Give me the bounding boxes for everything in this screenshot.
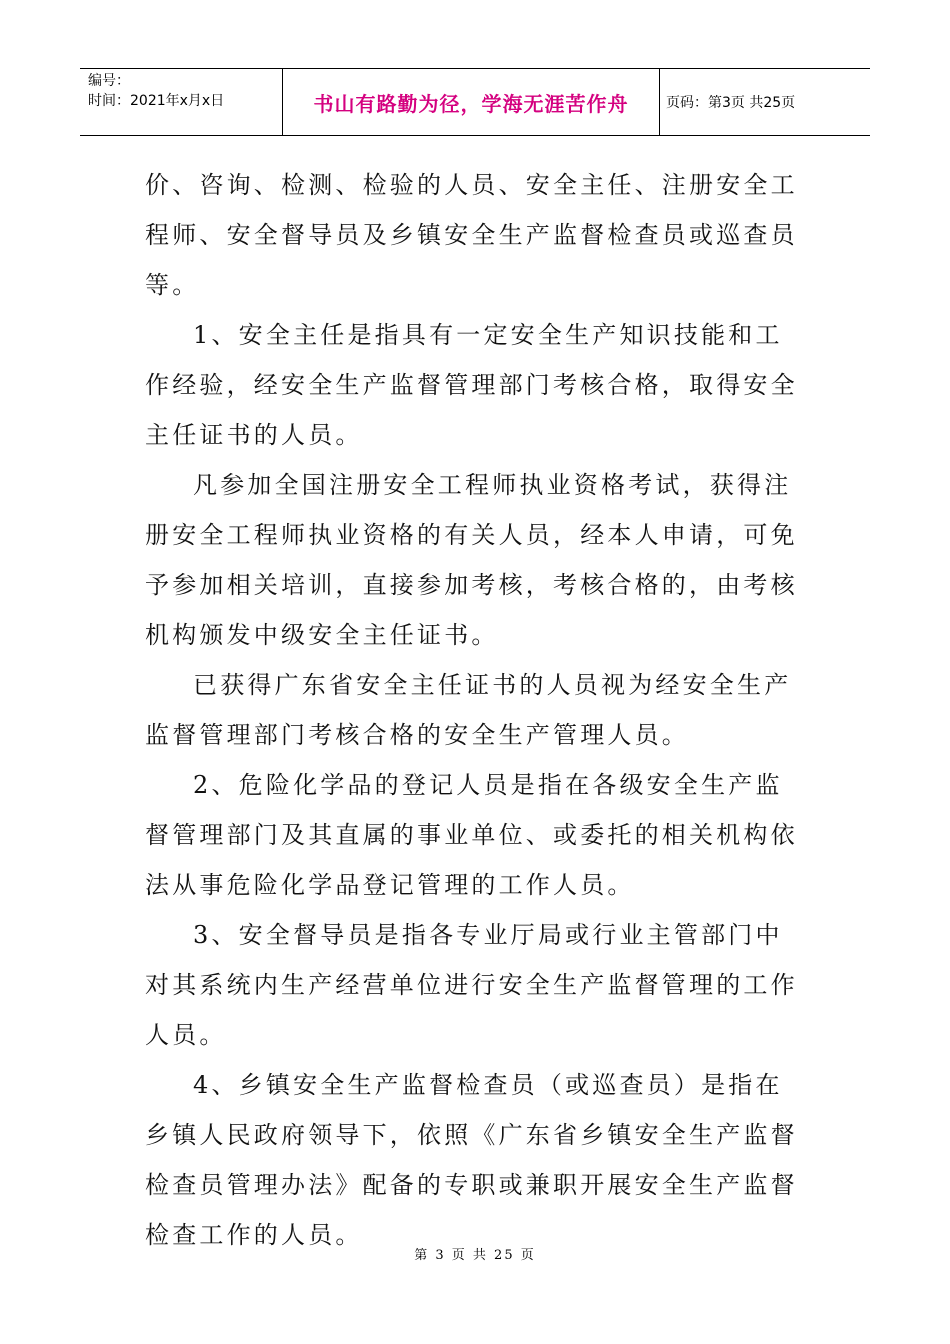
paragraph-item-3: 3、安全督导员是指各专业厅局或行业主管部门中对其系统内生产经营单位进行安全生产监督管理的工作人员。 bbox=[145, 921, 798, 1049]
time-label: 时间：2021年x月x日 bbox=[88, 93, 225, 109]
paragraph-item-4: 4、乡镇安全生产监督检查员（或巡查员）是指在乡镇人民政府领导下，依照《广东省乡镇安全生产监督检查员管理办法》配备的专职或兼职开展安全生产监督检查工作的人员。 bbox=[145, 1071, 798, 1249]
header-meta bbox=[80, 69, 282, 135]
paragraph-continued: 价、咨询、检测、检验的人员、安全主任、注册安全工程师、安全督导员及乡镇安全生产监督检查员或巡查员等。 bbox=[145, 171, 798, 299]
number-label: 编号： bbox=[88, 73, 130, 89]
header-motto: 书山有路勤为径，学海无涯苦作舟 bbox=[282, 69, 660, 135]
paragraph-registered-engineer: 凡参加全国注册安全工程师执业资格考试，获得注册安全工程师执业资格的有关人员，经本人申请，可免予参加相关培训，直接参加考核，考核合格的，由考核机构颁发中级安全主任证书。 bbox=[145, 471, 798, 649]
document-body bbox=[145, 160, 807, 1260]
paragraph-guangdong-certificate: 已获得广东省安全主任证书的人员视为经安全生产监督管理部门考核合格的安全生产管理人员。 bbox=[145, 671, 792, 749]
header-page-info: 页码：第3页 共25页 bbox=[666, 95, 796, 111]
paragraph-item-1: 1、安全主任是指具有一定安全生产知识技能和工作经验，经安全生产监督管理部门考核合格，取得安全主任证书的人员。 bbox=[145, 321, 798, 449]
page-footer: 第 3 页 共 25 页 bbox=[414, 1248, 536, 1263]
paragraph-item-2: 2、危险化学品的登记人员是指在各级安全生产监督管理部门及其直属的事业单位、或委托的相关机构依法从事危险化学品登记管理的工作人员。 bbox=[145, 771, 798, 899]
page-header bbox=[80, 68, 870, 136]
